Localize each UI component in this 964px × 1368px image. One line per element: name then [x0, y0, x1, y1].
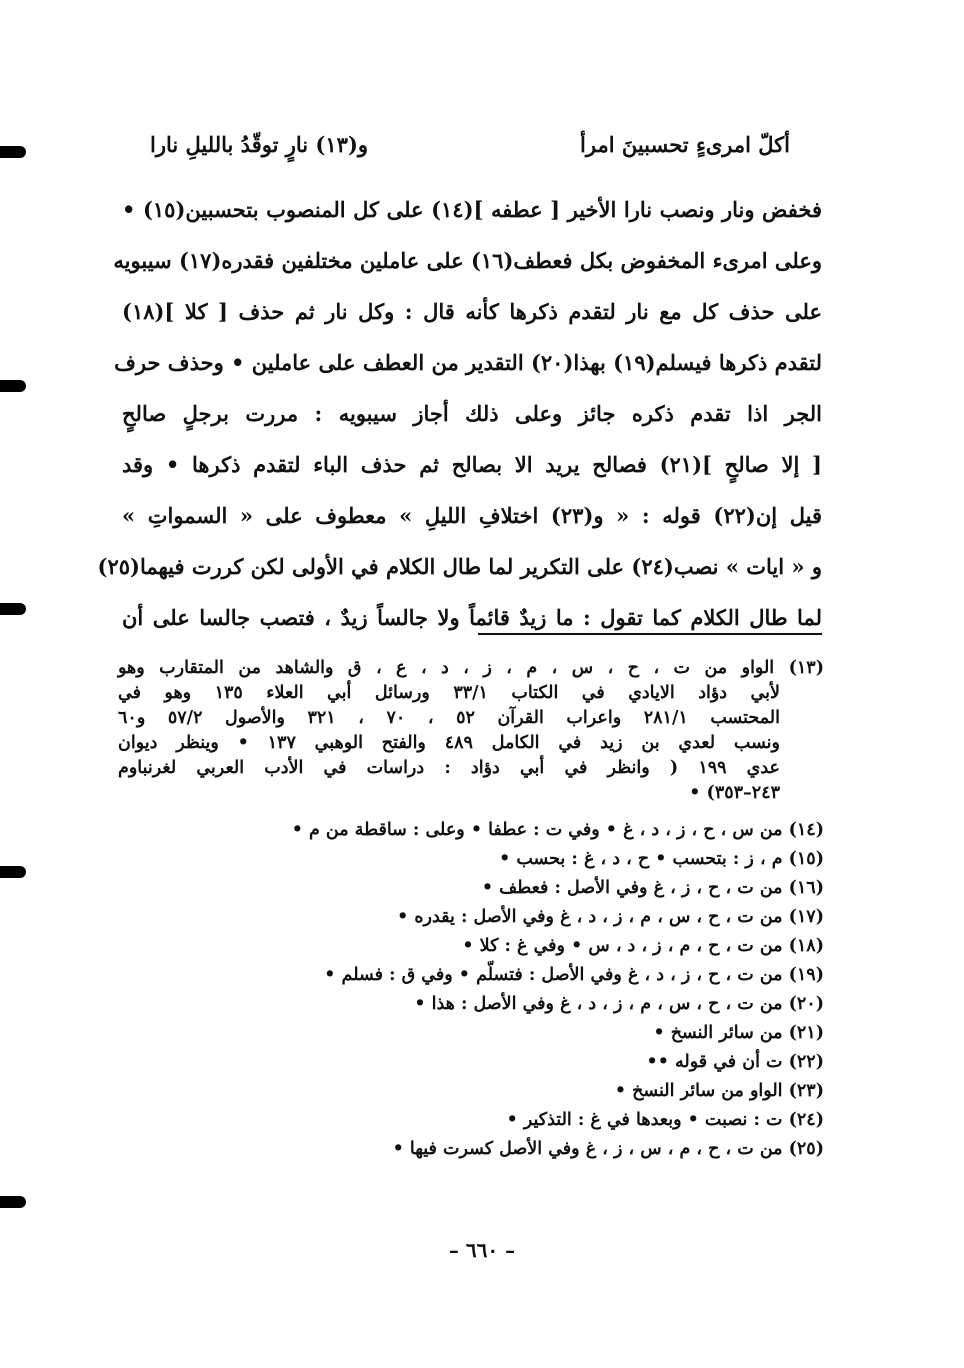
body-line: فخفض ونار ونصب نارا الأخير [ عطفه ](١٤) على كل المنصوب بتحسبين(١٥) •: [122, 197, 822, 222]
footnotes: [118, 656, 824, 1164]
footnote-14: (١٤) من س ، ح ، ز ، د ، غ • وفي ت : عطفا • وعلى : ساقطة من م •: [291, 820, 824, 840]
body-line: قيل إن(٢٢) قوله : « و(٢٣) اختلافِ الليلِ » معطوف على « السمواتِ »: [122, 503, 822, 528]
footnote-13: [118, 656, 824, 806]
footnote-22: (٢٢) ت أن في قوله ••: [646, 1052, 824, 1072]
footnote-24: (٢٤) ت : نصبت • وبعدها في غ : التذكير •: [506, 1110, 824, 1130]
page-number: – ٦٦٠ –: [448, 1238, 516, 1262]
footnote-19: (١٩) من ت ، ح ، ز ، د ، غ وفي الأصل : فتسلّم • وفي ق : فسلم •: [324, 965, 824, 985]
footnote-line: (١٣) الواو من ت ، ح ، س ، م ، ز ، د ، ع ، ق والشاهد من المتقارب وهو: [118, 658, 824, 678]
verse-hemistich-second: و(١٣) نارٍ توقّدُ بالليلِ نارا: [150, 132, 369, 157]
body-text: [97, 184, 822, 643]
footnote-20: (٢٠) من ت ، ح ، س ، م ، ز ، د ، غ وفي الأصل : هذا •: [414, 994, 824, 1014]
body-line: و « ايات » نصب(٢٤) على التكرير لما طال الكلام في الأولى لكن كررت فيهما(٢٥): [97, 554, 822, 579]
binding-mark: [0, 380, 26, 392]
binding-mark: [0, 866, 26, 878]
footnote-16: (١٦) من ت ، ح ، ز ، غ وفي الأصل : فعطف •: [481, 878, 824, 898]
footnote-25: (٢٥) من ت ، ح ، م ، س ، ز ، غ وفي الأصل كسرت فيها •: [392, 1139, 824, 1159]
footnote-21: (٢١) من سائر النسخ •: [653, 1023, 824, 1043]
verse-hemistich-first: أكلّ امرىءٍ تحسبينَ امرأ: [580, 132, 790, 157]
footnote-23: (٢٣) الواو من سائر النسخ •: [614, 1081, 824, 1101]
footnote-line: المحتسب ٢٨١/١ واعراب القرآن ٥٢ ، ٧٠ ، ٣٢١ والأصول ٥٧/٢ و٦٠: [118, 708, 780, 728]
footnote-line: ٢٤٣–٣٥٣) •: [689, 783, 780, 803]
verse-line: [150, 132, 790, 157]
binding-mark: [0, 1196, 26, 1208]
body-line: الجر اذا تقدم ذكره جائز وعلى ذلك أجاز سيبويه : مررت برجلٍ صالحٍ: [122, 401, 822, 426]
footnote-17: (١٧) من ت ، ح ، س ، م ، ز ، د ، غ وفي الأصل : يقدره •: [397, 907, 824, 927]
footnote-line: لأبي دؤاد الايادي في الكتاب ٣٣/١ ورسائل أبي العلاء ١٣٥ وهو في: [118, 683, 780, 703]
binding-mark: [0, 146, 26, 158]
footnote-separator: [478, 633, 822, 635]
footnote-15: (١٥) م ، ز : بتحسب • ح ، د ، غ : بحسب •: [499, 849, 824, 869]
footnote-line: عدي ١٩٩ ( وانظر في أبي دؤاد : دراسات في الأدب العربي لغرنباوم: [118, 758, 780, 778]
body-line: [ إلا صالحٍ ](٢١) فصالح يريد الا بصالح ثم حذف الباء لتقدم ذكرها • وقد: [122, 452, 822, 477]
footnote-line: ونسب لعدي بن زيد في الكامل ٤٨٩ والفتح الوهبي ١٣٧ • وينظر ديوان: [118, 733, 781, 753]
body-line: على حذف كل مع نار لتقدم ذكرها كأنه قال : وكل نار ثم حذف [ كلا ](١٨): [122, 299, 822, 324]
binding-mark: [0, 603, 26, 615]
body-line: لما طال الكلام كما تقول : ما زيدٌ قائماً ولا جالساً زيدٌ ، فتصب جالسا على أن: [122, 605, 822, 630]
body-line: لتقدم ذكرها فيسلم(١٩) بهذا(٢٠) التقدير من العطف على عاملين • وحذف حرف: [114, 350, 822, 375]
body-line: وعلى امرىء المخفوض بكل فعطف(١٦) على عاملين مختلفين فقدره(١٧) سيبويه: [113, 248, 822, 273]
footnote-18: (١٨) من ت ، ح ، م ، ز ، د ، س • وفي غ : كلا •: [462, 936, 824, 956]
